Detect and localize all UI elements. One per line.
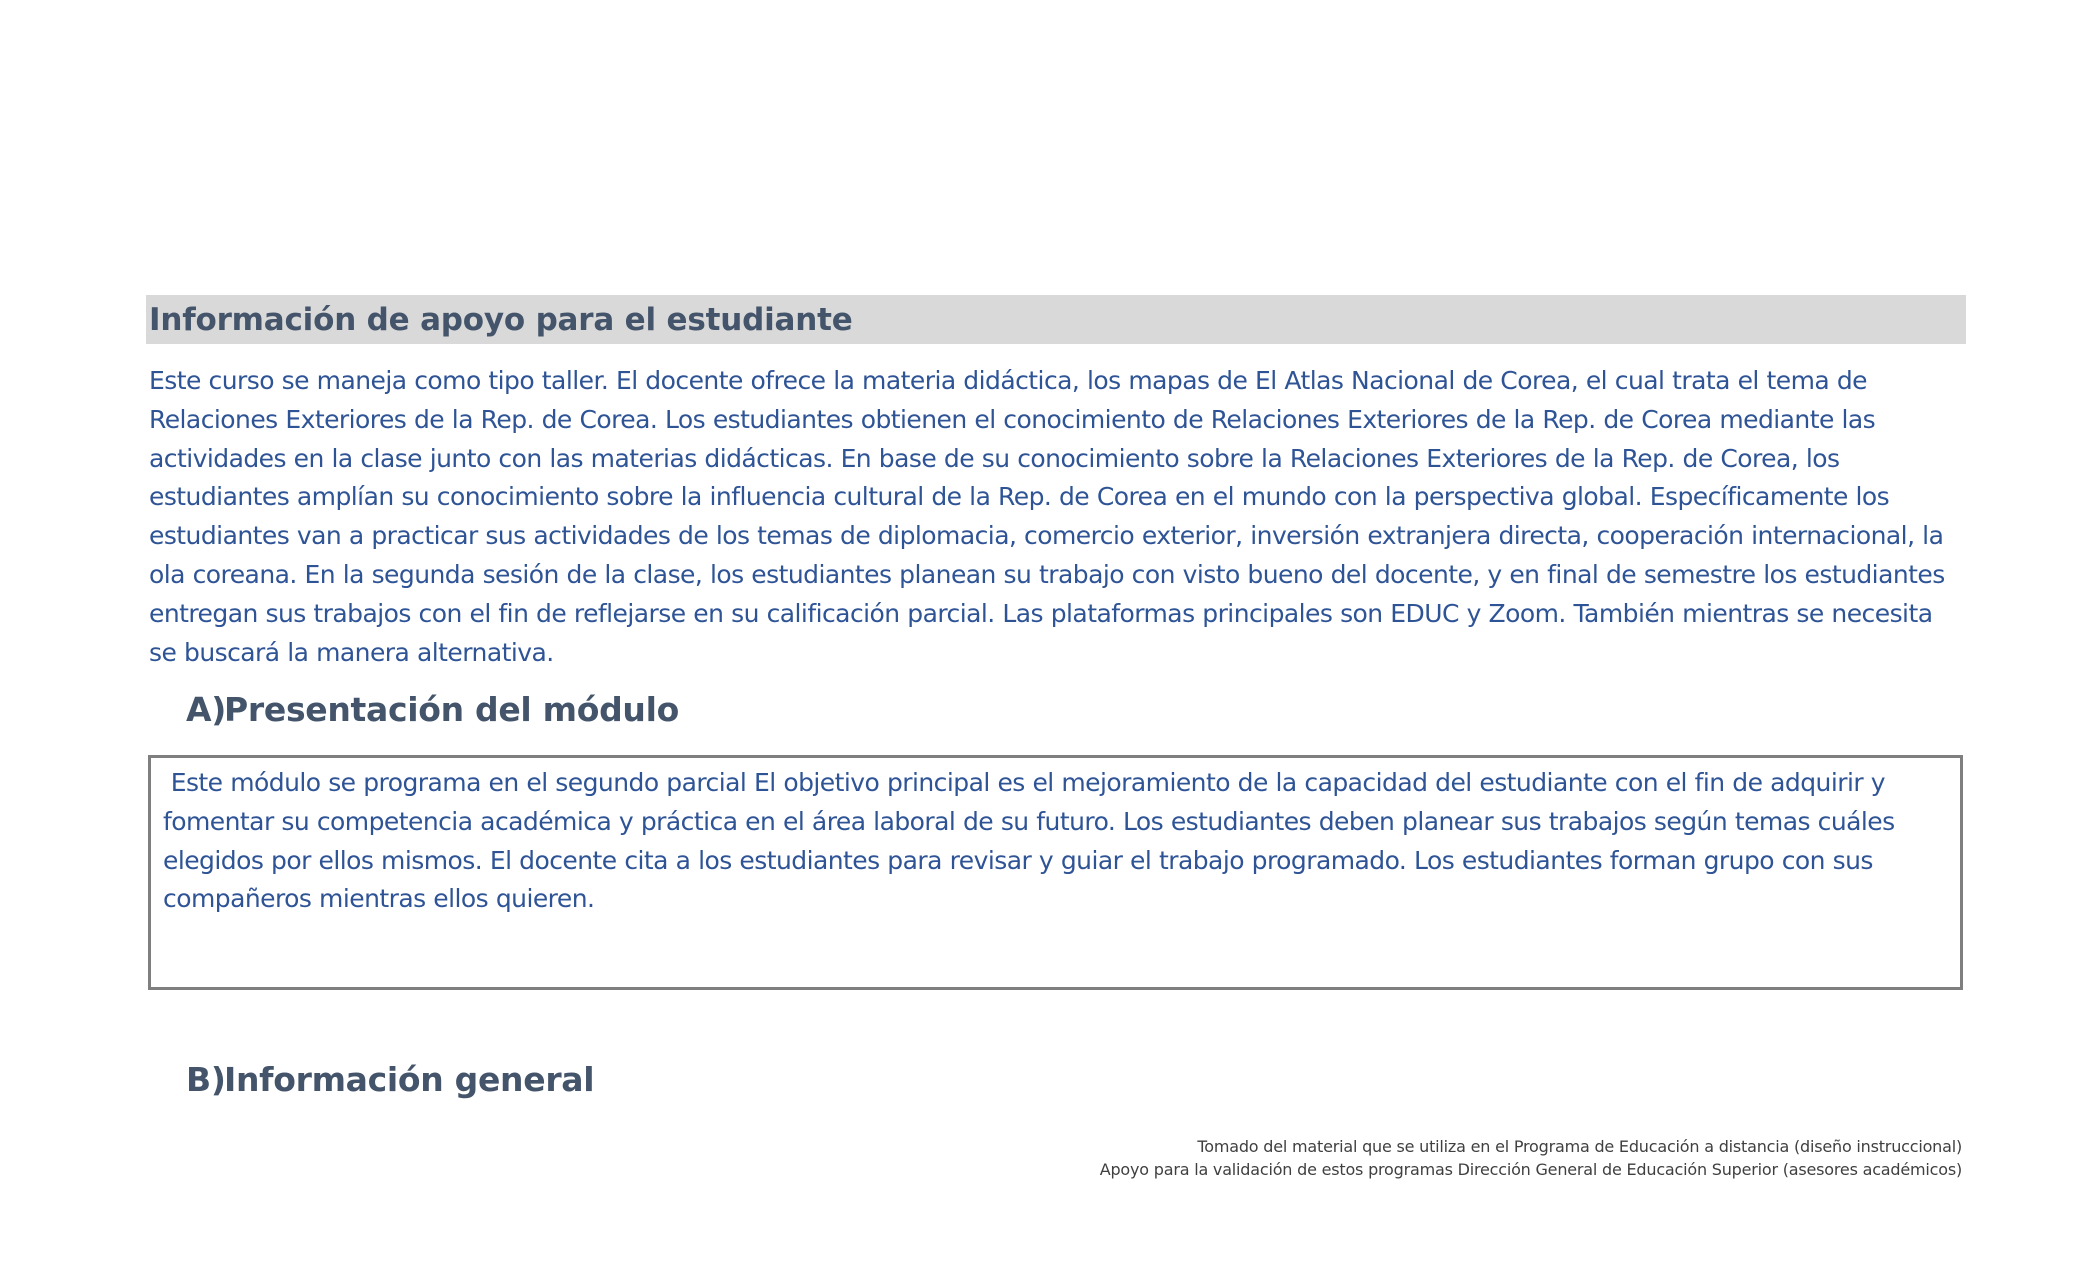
section-a-heading (186, 690, 679, 729)
footer-note-line-2: Apoyo para la validación de estos programas Dirección General de Educación Superior (asesores académicos) (1099, 1160, 1962, 1179)
support-info-paragraph: Este curso se maneja como tipo taller. El docente ofrece la materia didáctica, los mapas de El Atlas Nacional de Corea, el cual trata el tema de Relaciones Exteriores de la Rep. de Corea. Los estudiantes obtienen el conocimiento de Relaciones Exteriores de la Rep. de Corea mediante las actividades en la clase junto con las materias didácticas. En base de su conocimiento sobre la Relaciones Exteriores de la Rep. de Corea, los estudiantes amplían su conocimiento sobre la influencia cultural de la Rep. de Corea en el mundo con la perspectiva global. Específicamente los estudiantes van a practicar sus actividades de los temas de diplomacia, comercio exterior, inversión extranjera directa, cooperación internacional, la ola coreana. En la segunda sesión de la clase, los estudiantes planean su trabajo con visto bueno del docente, y en final de semestre los estudiantes entregan sus trabajos con el fin de reflejarse en su calificación parcial. Las plataformas principales son EDUC y Zoom. También mientras se necesita se buscará la manera alternativa. (149, 366, 1945, 667)
section-b-title: Información general (224, 1060, 595, 1099)
support-info-title: Información de apoyo para el estudiante (149, 301, 853, 338)
section-a-marker: A) (186, 690, 227, 729)
module-presentation-text: Este módulo se programa en el segundo parcial El objetivo principal es el mejoramiento de la capacidad del estudiante con el fin de adquirir y fomentar su competencia académica y práctica en el área laboral de su futuro. Los estudiantes deben planear sus trabajos según temas cuáles elegidos por ellos mismos. El docente cita a los estudiantes para revisar y guiar el trabajo programado. Los estudiantes forman grupo con sus compañeros mientras ellos quieren. (163, 768, 1903, 914)
support-info-header-bar (146, 295, 1966, 344)
section-b-marker: B) (186, 1060, 226, 1099)
footer-notes (1100, 1135, 1962, 1181)
footer-note-line-1: Tomado del material que se utiliza en el Programa de Educación a distancia (diseño instruccional) (1197, 1137, 1962, 1156)
section-b-heading (186, 1060, 594, 1099)
section-a-title: Presentación del módulo (224, 690, 679, 729)
module-presentation-box (148, 755, 1963, 990)
